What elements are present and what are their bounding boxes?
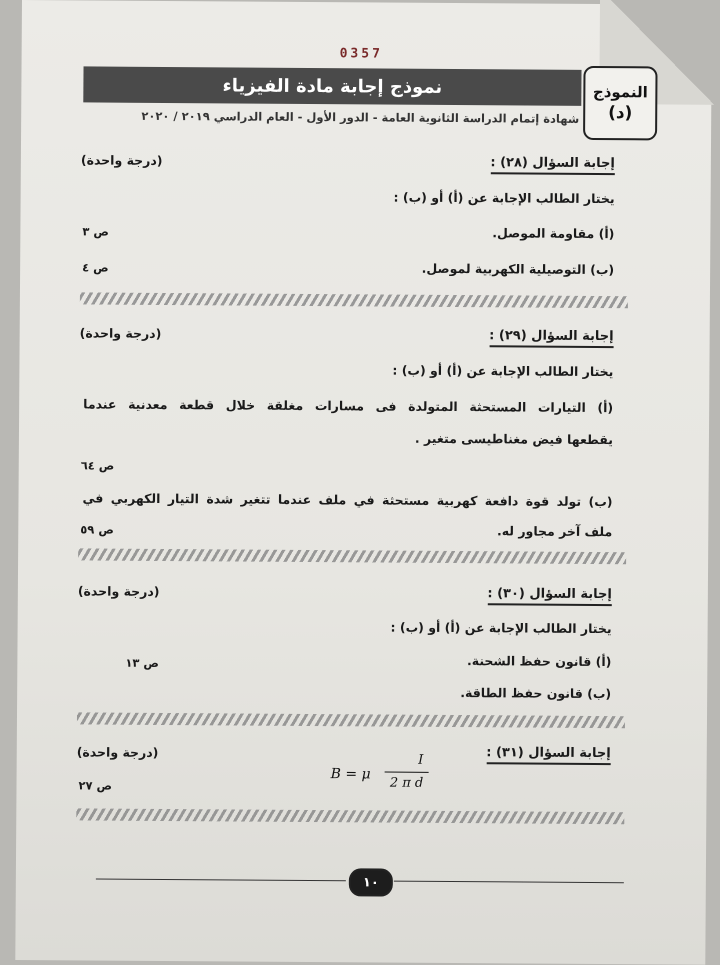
question-28-intro: يختار الطالب الإجابة عن (أ) أو (ب) : <box>393 189 615 207</box>
page-title: نموذج إجابة مادة الفيزياء <box>222 74 443 98</box>
section-divider <box>78 548 626 564</box>
question-30-option-a: (أ) قانون حفظ الشحنة. <box>466 653 612 670</box>
question-30-grade: (درجة واحدة) <box>77 583 160 599</box>
question-30-page-a: ص ١٣ <box>125 655 159 670</box>
question-28-option-b: (ب) التوصيلية الكهربية لموصل. <box>421 260 615 278</box>
section-divider <box>80 292 628 308</box>
model-letter: (د) <box>608 103 633 124</box>
section-divider <box>76 808 624 824</box>
question-28-page-b: ص ٤ <box>82 260 109 275</box>
model-box <box>583 66 658 141</box>
question-30-option-b: (ب) قانون حفظ الطاقة. <box>460 685 612 702</box>
formula-lhs: B = μ <box>330 766 371 783</box>
question-28-grade: (درجة واحدة) <box>80 152 163 168</box>
sheet-header <box>79 62 657 138</box>
question-29-intro: يختار الطالب الإجابة عن (أ) أو (ب) : <box>392 362 614 380</box>
serial-number: 0357 <box>339 46 383 62</box>
magnetic-field-formula <box>308 752 448 803</box>
question-30-intro: يختار الطالب الإجابة عن (أ) أو (ب) : <box>390 619 612 637</box>
question-29-option-b-line1: (ب) تولد قوة دافعة كهربية مستحثة في ملف عندما تتغير شدة التيار الكهربي في <box>82 490 613 510</box>
answer-sheet-page <box>15 0 712 965</box>
formula-denominator: 2 π d <box>389 775 424 791</box>
question-29-option-b-line2: ملف آخر مجاور له. <box>496 523 613 540</box>
model-label: النموذج <box>592 82 648 102</box>
footer-rule-right <box>394 881 624 884</box>
question-31-grade: (درجة واحدة) <box>76 744 159 760</box>
question-29-page-b: ص ٥٩ <box>80 522 114 537</box>
fraction-bar <box>385 772 429 773</box>
footer-rule-left <box>96 879 346 882</box>
question-31-page: ص ٢٧ <box>78 778 113 793</box>
question-28-option-a: (أ) مقاومة الموصل. <box>492 225 615 242</box>
question-29-option-a-line2: يقطعها فيض مغناطيسى متغير . <box>414 430 613 448</box>
question-28-heading: إجابة السؤال (٢٨) : <box>490 155 615 175</box>
question-29-heading: إجابة السؤال (٢٩) : <box>489 328 614 348</box>
question-29-page-a: ص ٦٤ <box>80 458 115 473</box>
section-divider <box>77 712 625 728</box>
question-29-option-a-line1: (أ) التيارات المستحثة المتولدة فى مسارات مغلقة خلال قطعة معدنية عندما <box>83 396 614 416</box>
question-28-page-a: ص ٣ <box>82 224 109 239</box>
question-30-heading: إجابة السؤال (٣٠) : <box>487 586 612 606</box>
question-29-grade: (درجة واحدة) <box>79 325 162 341</box>
title-bar <box>83 66 581 105</box>
question-31-heading: إجابة السؤال (٣١) : <box>486 745 611 765</box>
page-subtitle: شهادة إتمام الدراسة الثانوية العامة - الدور الأول - العام الدراسي ٢٠١٩ / ٢٠٢٠ <box>141 108 580 126</box>
formula-numerator: I <box>418 752 424 768</box>
page-number-badge: ١٠ <box>349 868 393 896</box>
